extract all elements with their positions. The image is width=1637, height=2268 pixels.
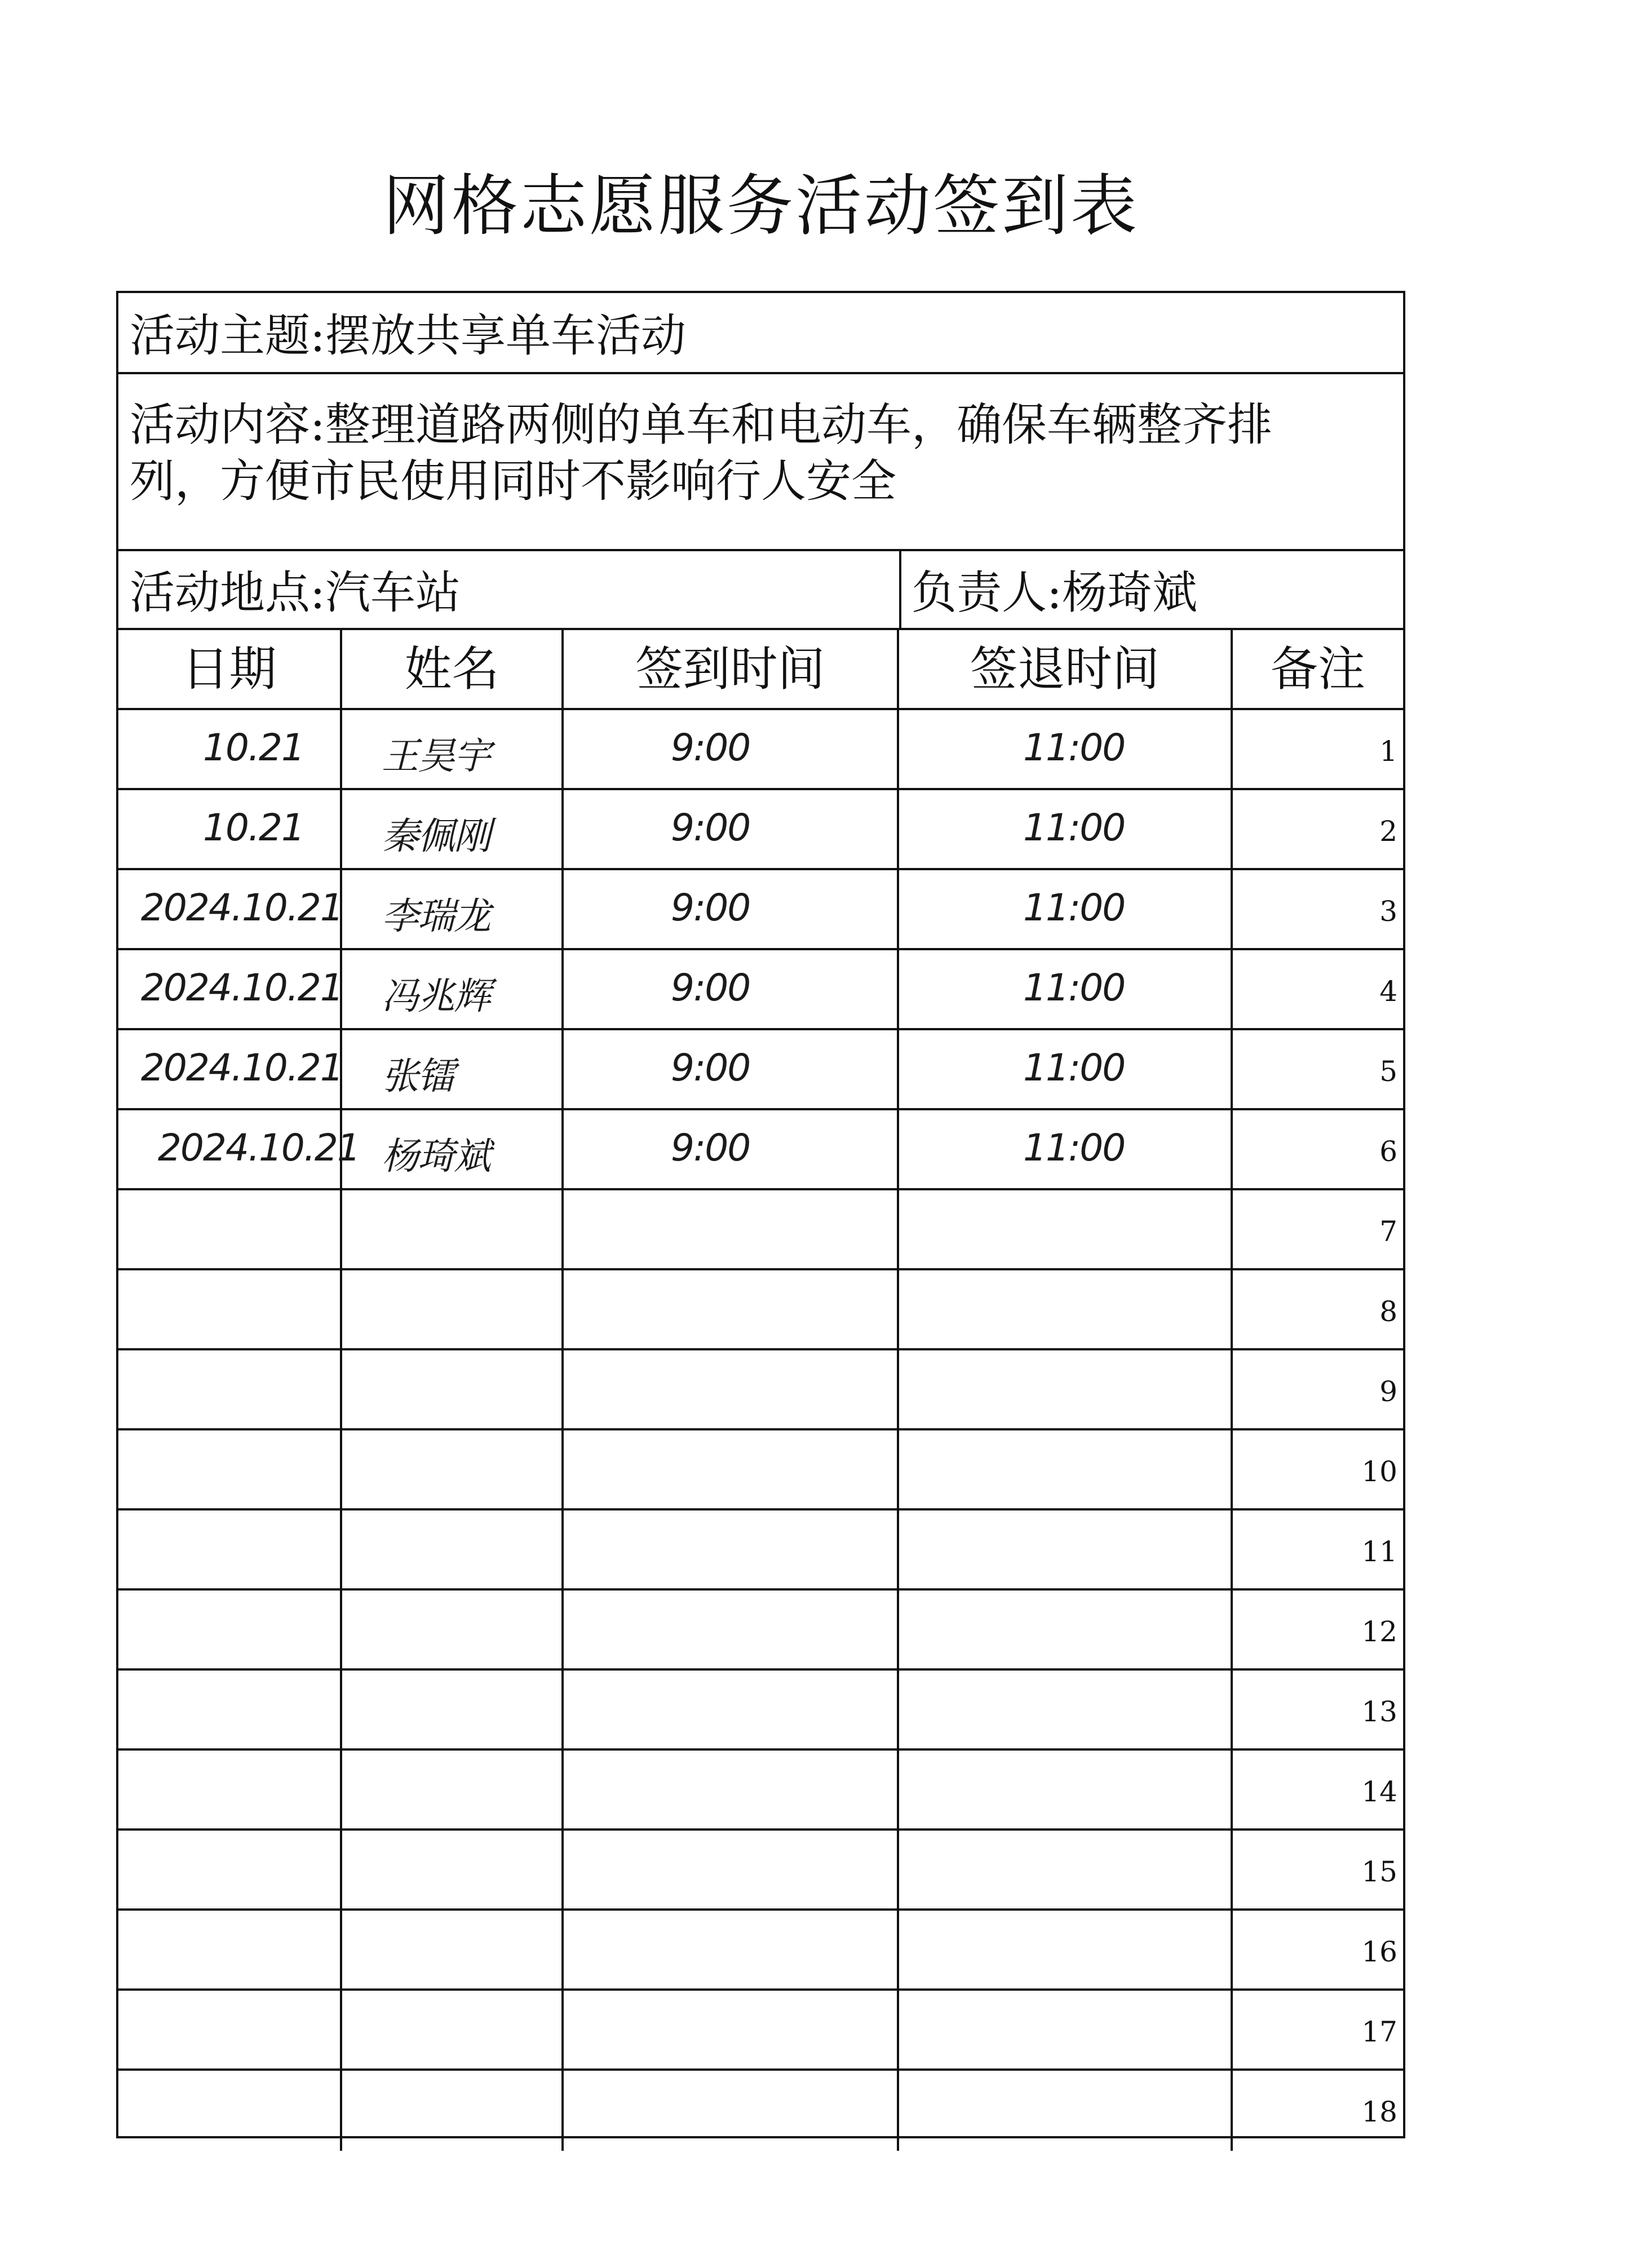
date-cell — [118, 1911, 342, 1988]
row-number: 12 — [1361, 1615, 1397, 1648]
checkout-time-cell — [899, 1110, 1233, 1188]
checkin-time-cell — [564, 790, 899, 868]
date-cell — [118, 1751, 342, 1828]
checkin-time-cell — [564, 1110, 899, 1188]
table-row — [118, 1671, 1403, 1751]
name-cell — [342, 1190, 564, 1268]
checkout-time-cell — [899, 1671, 1233, 1748]
checkin-time-cell — [564, 1751, 899, 1828]
activity-theme: 活动主题:摆放共享单车活动 — [130, 309, 686, 362]
date-cell — [118, 2071, 342, 2151]
date-cell — [118, 1831, 342, 1908]
table-row — [118, 1751, 1403, 1831]
handwritten-checkin: 9:00 — [671, 726, 750, 769]
date-cell — [118, 1991, 342, 2068]
signin-sheet — [116, 291, 1405, 2138]
row-number: 4 — [1379, 975, 1397, 1008]
name-cell — [342, 950, 564, 1028]
handwritten-name: 张镭 — [382, 1055, 454, 1098]
table-row — [118, 1270, 1403, 1350]
row-number: 8 — [1379, 1295, 1397, 1328]
handwritten-checkout: 11:00 — [1023, 806, 1125, 849]
checkout-time-cell — [899, 950, 1233, 1028]
remark-cell — [1233, 1110, 1403, 1188]
handwritten-checkout: 11:00 — [1023, 726, 1125, 769]
remark-cell — [1233, 870, 1403, 948]
remark-cell — [1233, 1350, 1403, 1428]
header-remark: 备注 — [1233, 630, 1403, 710]
remark-cell — [1233, 2071, 1403, 2151]
header-name: 姓名 — [342, 630, 564, 710]
handwritten-name: 王昊宇 — [382, 734, 490, 778]
handwritten-date: 2024.10.21 — [141, 966, 343, 1009]
handwritten-checkin: 9:00 — [671, 1126, 750, 1170]
checkout-time-cell — [899, 1751, 1233, 1828]
remark-cell — [1233, 1591, 1403, 1668]
name-cell — [342, 1911, 564, 1988]
remark-cell — [1233, 710, 1403, 788]
date-cell — [118, 1671, 342, 1748]
table-row — [118, 1350, 1403, 1430]
handwritten-checkin: 9:00 — [671, 1046, 750, 1089]
activity-place: 活动地点:汽车站 — [130, 566, 461, 619]
name-cell — [342, 1510, 564, 1588]
handwritten-date: 2024.10.21 — [141, 886, 343, 929]
handwritten-checkout: 11:00 — [1023, 1046, 1125, 1089]
remark-cell — [1233, 1671, 1403, 1748]
remark-cell — [1233, 1991, 1403, 2068]
table-row — [118, 1430, 1403, 1510]
handwritten-date: 2024.10.21 — [141, 1046, 343, 1089]
name-cell — [342, 1831, 564, 1908]
checkout-time-cell — [899, 710, 1233, 788]
remark-cell — [1233, 950, 1403, 1028]
row-number: 9 — [1379, 1375, 1397, 1408]
checkout-time-cell — [899, 2071, 1233, 2151]
name-cell — [342, 710, 564, 788]
remark-cell — [1233, 1510, 1403, 1588]
checkout-time-cell — [899, 1831, 1233, 1908]
checkout-time-cell — [899, 1911, 1233, 1988]
name-cell — [342, 1751, 564, 1828]
checkout-time-cell — [899, 1350, 1233, 1428]
name-cell — [342, 2071, 564, 2151]
table-row — [118, 870, 1403, 950]
activity-theme-row — [118, 293, 1403, 374]
checkin-time-cell — [564, 1270, 899, 1348]
row-number: 1 — [1379, 735, 1397, 768]
table-row — [118, 1110, 1403, 1190]
row-number: 16 — [1361, 1935, 1397, 1968]
row-number: 13 — [1361, 1695, 1397, 1728]
name-cell — [342, 1591, 564, 1668]
row-number: 2 — [1379, 815, 1397, 848]
date-cell — [118, 1110, 360, 1188]
table-row — [118, 2071, 1403, 2151]
checkout-time-cell — [899, 1430, 1233, 1508]
row-number: 17 — [1361, 2015, 1397, 2048]
checkin-time-cell — [564, 2071, 899, 2151]
checkin-time-cell — [564, 1591, 899, 1668]
checkout-time-cell — [899, 1510, 1233, 1588]
checkin-time-cell — [564, 1510, 899, 1588]
date-cell — [118, 1591, 342, 1668]
row-number: 14 — [1361, 1775, 1397, 1808]
handwritten-checkin: 9:00 — [671, 806, 750, 849]
name-cell — [342, 870, 564, 948]
table-row — [118, 1190, 1403, 1270]
table-row — [118, 790, 1403, 870]
header-checkout: 签退时间 — [899, 630, 1233, 710]
activity-content-row — [118, 374, 1403, 551]
name-cell — [342, 790, 564, 868]
checkout-time-cell — [899, 1270, 1233, 1348]
checkout-time-cell — [899, 790, 1233, 868]
date-cell — [118, 1350, 342, 1428]
checkin-time-cell — [564, 1430, 899, 1508]
table-row — [118, 1831, 1403, 1911]
row-number: 7 — [1379, 1215, 1397, 1248]
remark-cell — [1233, 1911, 1403, 1988]
row-number: 5 — [1379, 1055, 1397, 1088]
remark-cell — [1233, 1430, 1403, 1508]
remark-cell — [1233, 1831, 1403, 1908]
activity-leader: 负责人:杨琦斌 — [899, 551, 1197, 628]
name-cell — [342, 1270, 564, 1348]
checkin-time-cell — [564, 950, 899, 1028]
remark-cell — [1233, 1030, 1403, 1108]
table-row — [118, 950, 1403, 1030]
activity-content-line1: 活动内容:整理道路两侧的单车和电动车，确保车辆整齐排 — [130, 398, 1272, 451]
activity-content-line2: 列，方便市民使用同时不影响行人安全 — [130, 455, 896, 507]
table-row — [118, 1030, 1403, 1110]
name-cell — [342, 1430, 564, 1508]
date-cell — [118, 1270, 342, 1348]
checkin-time-cell — [564, 1991, 899, 2068]
activity-place-row — [118, 551, 1403, 630]
remark-cell — [1233, 790, 1403, 868]
name-cell — [342, 1110, 564, 1188]
checkin-time-cell — [564, 1190, 899, 1268]
table-row — [118, 1510, 1403, 1591]
handwritten-name: 秦佩刚 — [382, 814, 490, 858]
header-date: 日期 — [118, 630, 342, 710]
remark-cell — [1233, 1270, 1403, 1348]
date-cell — [118, 710, 342, 788]
row-number: 15 — [1361, 1855, 1397, 1888]
name-cell — [342, 1030, 564, 1108]
row-number: 11 — [1361, 1535, 1397, 1568]
header-checkin: 签到时间 — [564, 630, 899, 710]
row-number: 10 — [1361, 1455, 1397, 1488]
remark-cell — [1233, 1751, 1403, 1828]
date-cell — [118, 1030, 342, 1108]
checkin-time-cell — [564, 1831, 899, 1908]
checkout-time-cell — [899, 870, 1233, 948]
date-cell — [118, 950, 342, 1028]
checkout-time-cell — [899, 1591, 1233, 1668]
table-row — [118, 1911, 1403, 1991]
checkin-time-cell — [564, 1030, 899, 1108]
checkin-time-cell — [564, 710, 899, 788]
date-cell — [118, 870, 342, 948]
page-title: 网格志愿服务活动签到表 — [382, 167, 1139, 245]
handwritten-checkout: 11:00 — [1023, 966, 1125, 1009]
checkin-time-cell — [564, 870, 899, 948]
handwritten-date: 10.21 — [203, 726, 304, 769]
table-row — [118, 1991, 1403, 2071]
handwritten-checkin: 9:00 — [671, 886, 750, 929]
date-cell — [118, 1190, 342, 1268]
checkout-time-cell — [899, 1991, 1233, 2068]
handwritten-name: 李瑞龙 — [382, 894, 490, 938]
name-cell — [342, 1671, 564, 1748]
table-row — [118, 710, 1403, 790]
checkin-time-cell — [564, 1350, 899, 1428]
row-number: 18 — [1361, 2096, 1397, 2128]
checkout-time-cell — [899, 1030, 1233, 1108]
row-number: 6 — [1379, 1135, 1397, 1168]
checkin-time-cell — [564, 1911, 899, 1988]
handwritten-checkout: 11:00 — [1023, 1126, 1125, 1170]
remark-cell — [1233, 1190, 1403, 1268]
checkout-time-cell — [899, 1190, 1233, 1268]
checkin-time-cell — [564, 1671, 899, 1748]
date-cell — [118, 1430, 342, 1508]
handwritten-date: 2024.10.21 — [158, 1126, 360, 1170]
name-cell — [342, 1991, 564, 2068]
handwritten-checkin: 9:00 — [671, 966, 750, 1009]
name-cell — [342, 1350, 564, 1428]
table-row — [118, 1591, 1403, 1671]
handwritten-name: 杨琦斌 — [382, 1135, 490, 1178]
row-number: 3 — [1379, 895, 1397, 928]
handwritten-date: 10.21 — [203, 806, 304, 849]
handwritten-name: 冯兆辉 — [382, 974, 490, 1018]
date-cell — [118, 790, 342, 868]
date-cell — [118, 1510, 342, 1588]
handwritten-checkout: 11:00 — [1023, 886, 1125, 929]
